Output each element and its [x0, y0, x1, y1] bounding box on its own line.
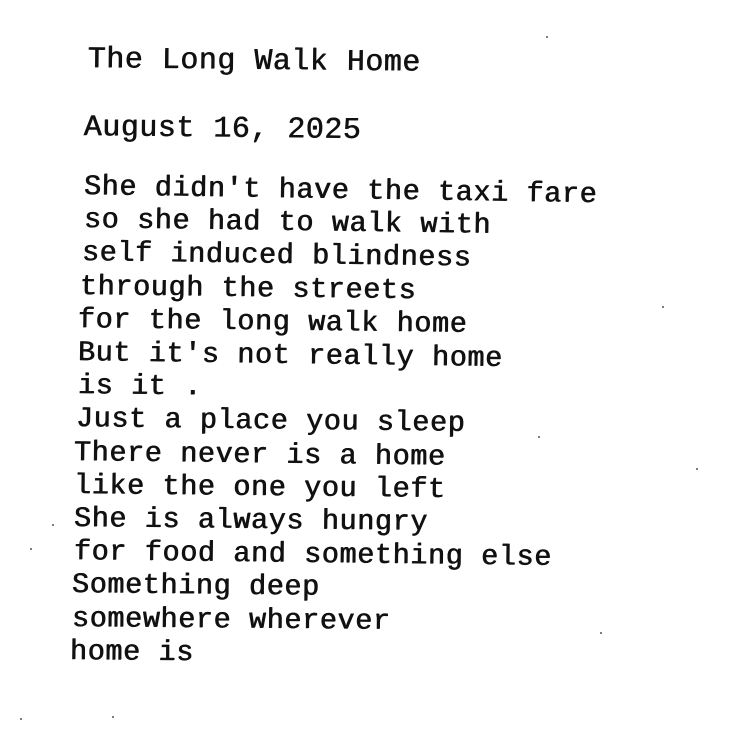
poem-line: Just a place you sleep — [75, 402, 466, 441]
poem-line: for the long walk home — [77, 302, 468, 341]
paper-speck — [30, 548, 32, 550]
paper-speck — [546, 36, 548, 38]
paper-speck — [20, 718, 22, 720]
poem-line: is it . — [77, 369, 203, 404]
paper-speck — [696, 468, 698, 470]
poem-body — [70, 170, 690, 668]
poem-line: so she had to walk with — [83, 203, 492, 242]
poem-line: home is — [69, 634, 195, 669]
paper-speck — [538, 436, 540, 438]
poem-title: The Long Walk Home — [87, 42, 422, 81]
paper-speck — [52, 524, 54, 526]
paper-speck — [112, 716, 114, 718]
poem-line: like the one you left — [73, 468, 446, 506]
poem-line: through the streets — [79, 269, 417, 307]
paper-speck — [662, 306, 664, 308]
poem-line: There never is a home — [73, 435, 446, 474]
poem-line: self induced blindness — [81, 236, 472, 275]
poem-date: August 16, 2025 — [83, 110, 362, 148]
poem-line: She is always hungry — [73, 502, 429, 539]
poem-line: somewhere wherever — [71, 601, 391, 638]
poem-line: Something deep — [71, 568, 321, 605]
poem-line: She didn't have the taxi fare — [83, 170, 598, 212]
paper-speck — [600, 632, 602, 634]
poem-line: But it's not really home — [77, 336, 504, 375]
poem-line: for food and something else — [73, 535, 553, 575]
